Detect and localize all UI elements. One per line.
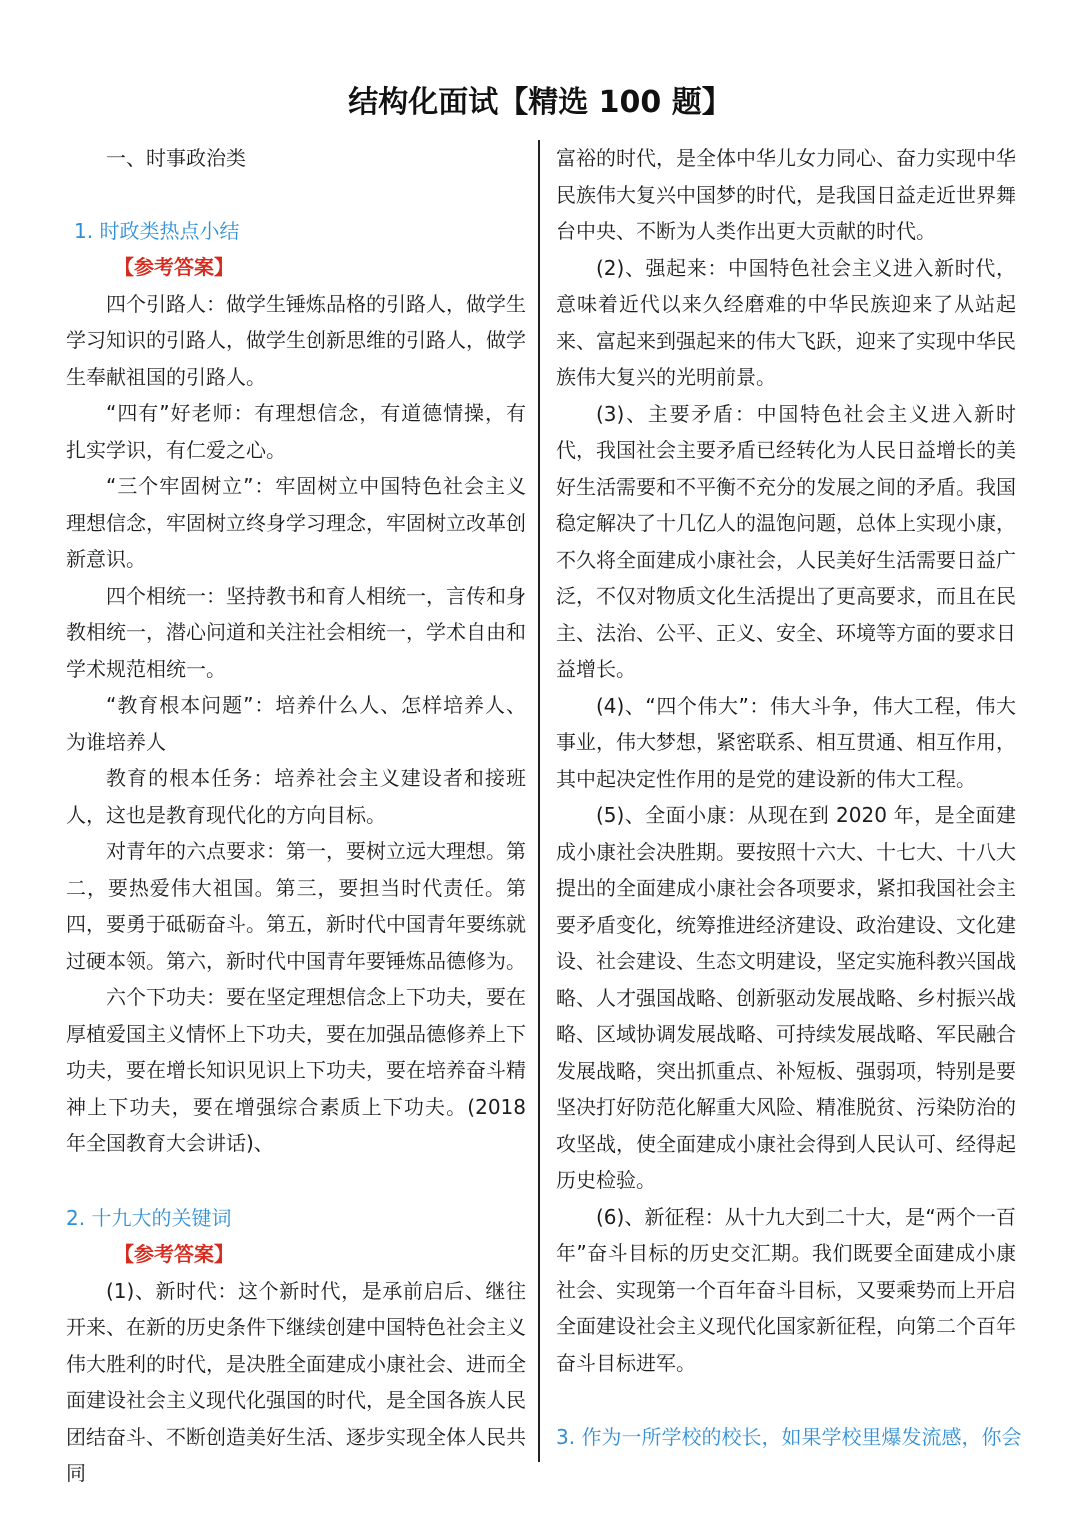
spacer [66,177,526,213]
paragraph: (1)、新时代：这个新时代，是承前启后、继往开来、在新的历史条件下继续创建中国特色社会主义伟大胜利的时代，是决胜全面建成小康社会、进而全面建设社会主义现代化强国的时代，是全国各族人民团结奋斗、不断创造美好生活、逐步实现全体人民共同 [66,1278,526,1485]
page-title: 结构化面试【精选 100 题】 [348,85,732,120]
paragraph: (4)、“四个伟大”：伟大斗争，伟大工程，伟大事业，伟大梦想，紧密联系、相互贯通、相互作用，其中起决定性作用的是党的建设新的伟大工程。 [556,693,1016,791]
paragraph: (3)、主要矛盾：中国特色社会主义进入新时代，我国社会主要矛盾已经转化为人民日益增长的美好生活需要和不平衡不充分的发展之间的矛盾。我国稳定解决了十几亿人的温饱问题，总体上实现小康，不久将全面建成小康社会，人民美好生活需要日益广泛，不仅对物质文化生活提出了更高要求，而且在民主、法治、公平、正义、安全、环境等方面的要求日益增长。 [556,401,1016,681]
question-2-title: 2. 十九大的关键词 [66,1205,232,1230]
section-heading: 一、时事政治类 [106,146,246,170]
paragraph: (2)、强起来：中国特色社会主义进入新时代，意味着近代以来久经磨难的中华民族迎来了从站起来、富起来到强起来的伟大飞跃，迎来了实现中华民族伟大复兴的光明前景。 [556,255,1016,389]
question-3-title: 3. 作为一所学校的校长，如果学校里爆发流感，你会 [556,1425,1022,1449]
paragraph: (5)、全面小康：从现在到 2020 年，是全面建成小康社会决胜期。要按照十六大、十七大、十八大提出的全面建成小康社会各项要求，紧扣我国社会主要矛盾变化，统筹推进经济建设、政治建设、文化建设、社会建设、生态文明建设，坚定实施科教兴国战略、人才强国战略、创新驱动发展战略、乡村振兴战略、区域协调发展战略、可持续发展战略、军民融合发展战略，突出抓重点、补短板、强弱项，特别是要坚决打好防范化解重大风险、精准脱贫、污染防治的攻坚战，使全面建成小康社会得到人民认可、经得起历史检验。 [556,803,1016,1192]
paragraph: 四个引路人：做学生锤炼品格的引路人，做学生学习知识的引路人，做学生创新思维的引路人，做学生奉献祖国的引路人。 [66,291,526,389]
paragraph: (6)、新征程：从十九大到二十大，是“两个一百年”奋斗目标的历史交汇期。我们既要全面建成小康社会、实现第一个百年奋斗目标，又要乘势而上开启全面建设社会主义现代化国家新征程，向第二个百年奋斗目标进军。 [556,1204,1016,1375]
paragraph: 六个下功夫：要在坚定理想信念上下功夫，要在厚植爱国主义情怀上下功夫，要在加强品德修养上下功夫，要在增长知识见识上下功夫，要在培养奋斗精神上下功夫，要在增强综合素质上下功夫。(2018 年全国教育大会讲话)、 [66,985,526,1155]
paragraph: “三个牢固树立”：牢固树立中国特色社会主义理想信念，牢固树立终身学习理念，牢固树立改革创新意识。 [66,474,526,571]
spacer [66,1162,526,1200]
paragraph: 四个相统一：坚持教书和育人相统一，言传和身教相统一，潜心问道和关注社会相统一，学术自由和学术规范相统一。 [66,583,526,681]
paragraph: 教育的根本任务：培养社会主义建设者和接班人，这也是教育现代化的方向目标。 [66,766,526,827]
left-column [66,140,526,1492]
paragraph-continuation: 富裕的时代，是全体中华儿女力同心、奋力实现中华民族伟大复兴中国梦的时代，是我国日益走近世界舞台中央、不断为人类作出更大贡献的时代。 [556,146,1016,243]
paragraph: “教育根本问题”：培养什么人、怎样培养人、为谁培养人 [66,693,526,754]
right-column [556,140,1022,1456]
paragraph: “四有”好老师：有理想信念，有道德情操，有扎实学识，有仁爱之心。 [66,401,526,462]
paragraph: 对青年的六点要求：第一，要树立远大理想。第二，要热爱伟大祖国。第三，要担当时代责任。第四，要勇于砥砺奋斗。第五，新时代中国青年要练就过硬本领。第六，新时代中国青年要锤炼品德修为。 [66,839,526,973]
spacer [556,1381,1016,1419]
answer-label: 【参考答案】 [114,1242,234,1266]
answer-label: 【参考答案】 [114,255,234,279]
question-1-title: 1. 时政类热点小结 [74,218,240,243]
column-divider [538,140,540,1462]
